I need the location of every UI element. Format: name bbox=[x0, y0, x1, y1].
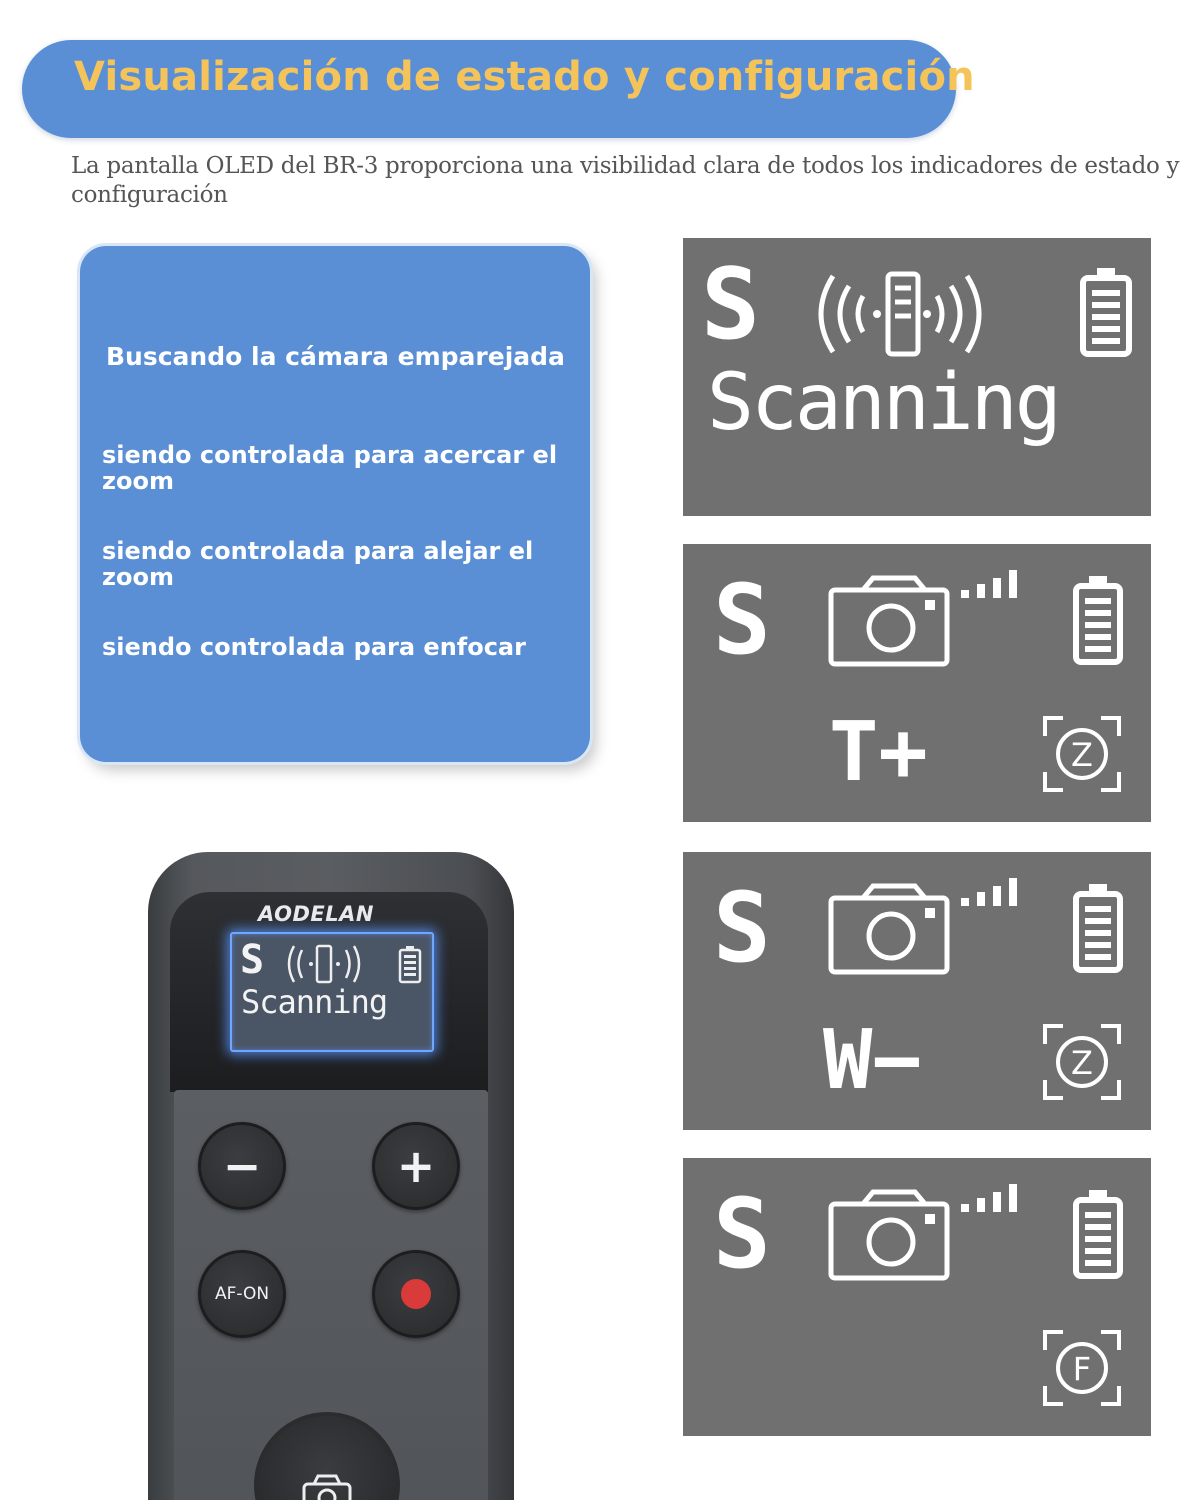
mode-indicator: S bbox=[713, 1178, 771, 1290]
af-on-label: AF-ON bbox=[214, 1284, 270, 1304]
zoom-icon-label: Z bbox=[1071, 1044, 1093, 1082]
status-description-zoom-out: siendo controlada para alejar el zoom bbox=[102, 537, 534, 591]
status-description-zoom-in: siendo controlada para acercar el zoom bbox=[102, 441, 558, 495]
oled-screen-focus bbox=[683, 1158, 1151, 1436]
af-on-button[interactable] bbox=[198, 1250, 286, 1338]
title-banner bbox=[22, 40, 975, 138]
page-title: Visualización de estado y configuración bbox=[74, 54, 975, 100]
remote-oled-mode: S bbox=[240, 937, 265, 983]
mode-indicator: S bbox=[713, 564, 771, 676]
record-button[interactable] bbox=[372, 1250, 460, 1338]
shutter-button[interactable] bbox=[254, 1412, 400, 1500]
zoom-out-button[interactable] bbox=[198, 1122, 286, 1210]
remote-oled-status: Scanning bbox=[241, 983, 388, 1021]
zoom-icon-label: Z bbox=[1071, 736, 1093, 774]
mode-indicator: S bbox=[713, 872, 771, 984]
remote-control bbox=[148, 852, 514, 1500]
plus-icon: + bbox=[396, 1139, 436, 1193]
camera-icon bbox=[254, 1412, 400, 1500]
scanning-status: Scanning bbox=[707, 358, 1059, 448]
record-icon bbox=[401, 1279, 431, 1309]
page-subtitle: La pantalla OLED del BR-3 proporciona una visibilidad clara de todos los indicadores de estado y configuración bbox=[71, 153, 1180, 208]
oled-screen-zoom-out bbox=[683, 852, 1151, 1130]
zoom-z-icon bbox=[683, 852, 1151, 1130]
oled-screen-scanning bbox=[683, 238, 1151, 516]
status-description-box bbox=[80, 246, 590, 762]
oled-screen-zoom-in bbox=[683, 544, 1151, 822]
mode-indicator: S bbox=[701, 248, 761, 362]
zoom-action-label: W− bbox=[823, 1013, 922, 1108]
brand-logo: AODELAN bbox=[258, 902, 374, 926]
focus-icon-label: F bbox=[1072, 1350, 1092, 1388]
zoom-action-label: T+ bbox=[829, 705, 928, 800]
status-description-scanning: Buscando la cámara emparejada bbox=[106, 342, 565, 371]
zoom-z-icon bbox=[683, 544, 1151, 822]
focus-f-icon bbox=[683, 1158, 1151, 1436]
remote-oled-display bbox=[230, 932, 434, 1052]
zoom-in-button[interactable] bbox=[372, 1122, 460, 1210]
minus-icon: − bbox=[222, 1139, 262, 1193]
status-description-focus: siendo controlada para enfocar bbox=[102, 633, 526, 661]
